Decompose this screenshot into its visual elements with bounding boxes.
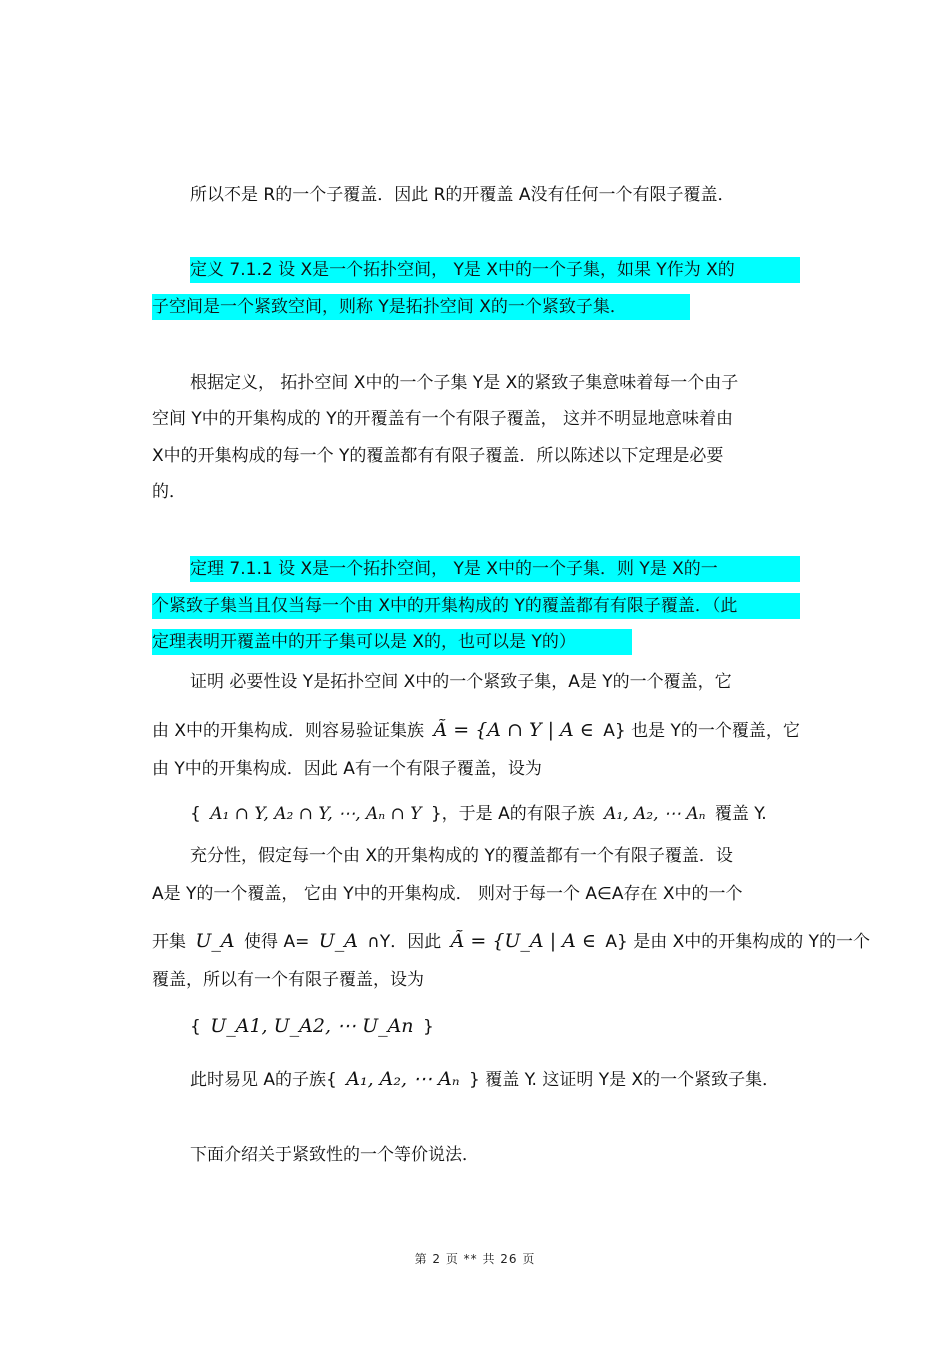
paragraph-line: 空间 Y中的开集构成的 Y的开覆盖有一个有限子覆盖， 这并不明显地意味着由	[152, 409, 733, 429]
theorem-line: 定理表明开覆盖中的开子集可以是 X的，也可以是 Y的）	[152, 632, 576, 652]
proof-text: 此时易见 A的子族{	[190, 1070, 337, 1090]
proof-text: 开集	[152, 932, 186, 952]
math-formula: U_A	[318, 930, 358, 952]
proof-text: ∩Y．因此	[367, 932, 442, 952]
proof-line	[190, 1015, 802, 1037]
proof-text: A} 也是 Y的一个覆盖，它	[603, 721, 800, 741]
math-formula: A₁, A₂, ⋯ Aₙ	[346, 1068, 460, 1090]
proof-line: 覆盖，所以有一个有限子覆盖，设为	[152, 970, 424, 990]
proof-line	[152, 930, 871, 952]
brace: {	[190, 804, 201, 824]
paragraph-line: 根据定义， 拓扑空间 X中的一个子集 Y是 X的紧致子集意味着每一个由子	[190, 373, 739, 393]
math-formula: A₁, A₂, ⋯ Aₙ	[604, 804, 706, 824]
proof-line	[152, 719, 802, 741]
math-formula: Ã = {A ∩ Y | A ∈	[433, 719, 594, 741]
proof-line: 充分性，假定每一个由 X的开集构成的 Y的覆盖都有一个有限子覆盖．设	[190, 846, 733, 866]
brace: {	[190, 1017, 201, 1037]
proof-text: 覆盖 Y.	[714, 804, 767, 824]
proof-text: A} 是由 X中的开集构成的 Y的一个	[605, 932, 871, 952]
math-formula: U_A1, U_A2, ⋯ U_An	[210, 1015, 414, 1037]
proof-line	[190, 803, 802, 825]
brace: }	[422, 1017, 434, 1037]
definition-line: 定义 7.1.2 设 X是一个拓扑空间， Y是 X中的一个子集，如果 Y作为 X的	[190, 260, 735, 280]
proof-line: 由 Y中的开集构成．因此 A有一个有限子覆盖，设为	[152, 759, 542, 779]
paragraph-line: 下面介绍关于紧致性的一个等价说法．	[190, 1145, 479, 1165]
math-formula: U_A	[195, 930, 235, 952]
paragraph-line: 的．	[152, 482, 186, 502]
proof-text: }，于是 A的有限子族	[430, 804, 595, 824]
theorem-line: 个紧致子集当且仅当每一个由 X中的开集构成的 Y的覆盖都有有限子覆盖．（此	[152, 596, 738, 616]
proof-line	[190, 1068, 802, 1090]
math-formula: A₁ ∩ Y, A₂ ∩ Y, ⋯, Aₙ ∩ Y	[210, 804, 422, 824]
proof-text: } 覆盖 Y. 这证明 Y是 X的一个紧致子集．	[468, 1070, 780, 1090]
paragraph-line: X中的开集构成的每一个 Y的覆盖都有有限子覆盖．所以陈述以下定理是必要	[152, 446, 724, 466]
page-footer: 第 2 页 ** 共 26 页	[414, 1252, 536, 1266]
definition-line: 子空间是一个紧致空间，则称 Y是拓扑空间 X的一个紧致子集．	[152, 297, 627, 317]
paragraph-line: 所以不是 R的一个子覆盖．因此 R的开覆盖 A没有任何一个有限子覆盖．	[190, 185, 735, 205]
proof-text: 由 X中的开集构成．则容易验证集族	[152, 721, 425, 741]
proof-line: A是 Y的一个覆盖， 它由 Y中的开集构成． 则对于每一个 A∈A存在 X中的一个	[152, 884, 743, 904]
proof-text: 使得 A=	[244, 932, 310, 952]
theorem-line: 定理 7.1.1 设 X是一个拓扑空间， Y是 X中的一个子集．则 Y是 X的一	[190, 559, 718, 579]
math-formula: Ã = {U_A | A ∈	[450, 930, 596, 952]
proof-line: 证明 必要性设 Y是拓扑空间 X中的一个紧致子集，A是 Y的一个覆盖，它	[190, 672, 732, 692]
